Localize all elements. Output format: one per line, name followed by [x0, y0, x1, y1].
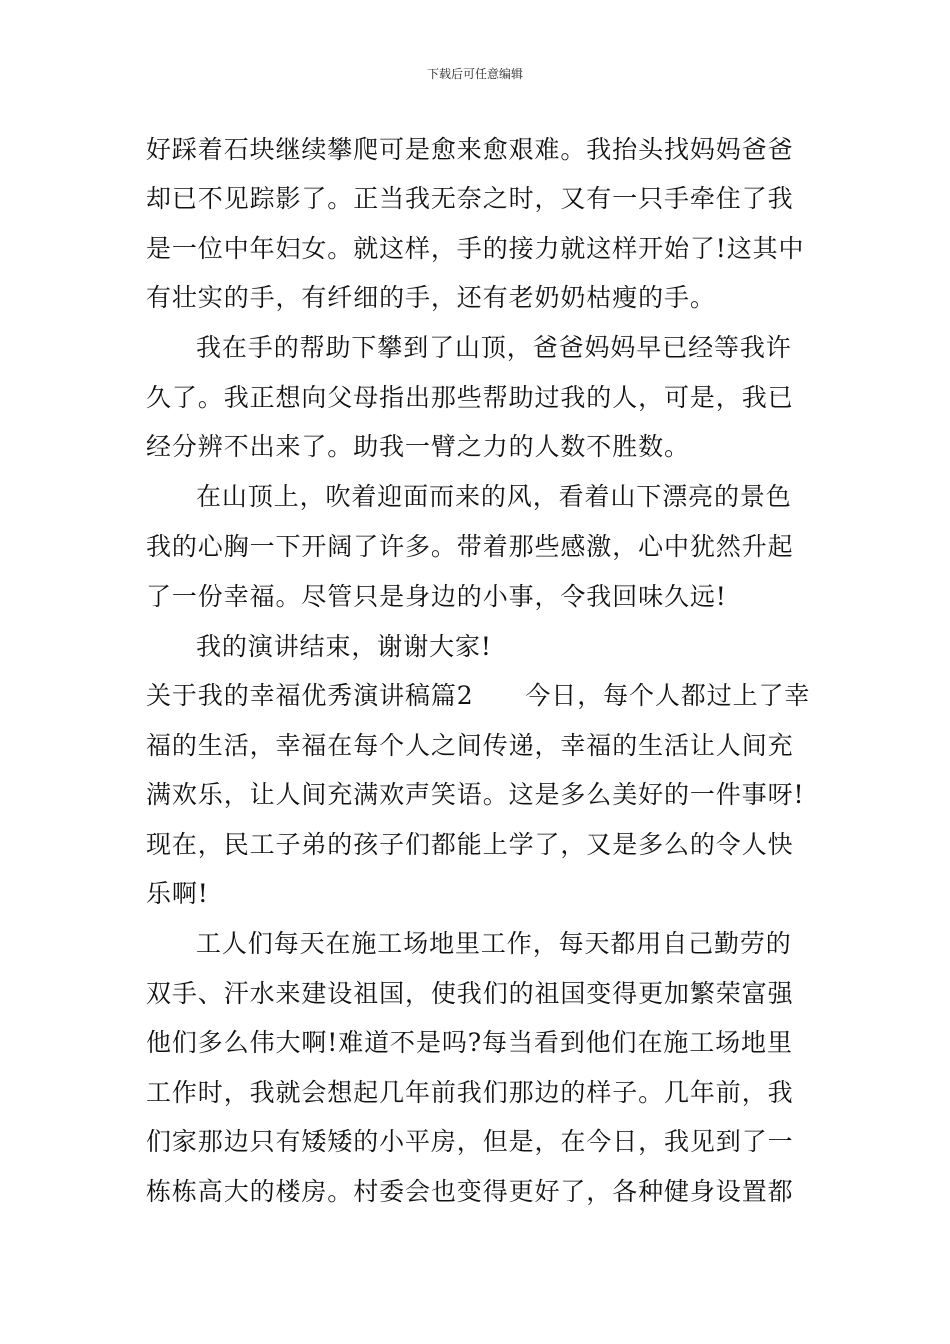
- text-line: 福的生活，幸福在每个人之间传递，幸福的生活让人间充: [146, 731, 794, 760]
- text-line: 经分辨不出来了。助我一臂之力的人数不胜数。: [146, 432, 690, 461]
- text-line: 乐啊!: [146, 879, 209, 908]
- text-line: 了一份幸福。尽管只是身边的小事，令我回味久远!: [146, 582, 727, 611]
- text-line: 们家那边只有矮矮的小平房，但是，在今日，我见到了一: [146, 1127, 794, 1156]
- paragraph-first-line: 我在手的帮助下攀到了山顶，爸爸妈妈早已经等我许: [196, 333, 792, 362]
- paragraph-first-line: 工人们每天在施工场地里工作，每天都用自己勤劳的: [196, 929, 792, 958]
- text-line: 好踩着石块继续攀爬可是愈来愈艰难。我抬头找妈妈爸爸: [146, 135, 794, 164]
- text-line: 现在，民工子弟的孩子们都能上学了，又是多么的令人快: [146, 830, 794, 859]
- text-line: 有壮实的手，有纤细的手，还有老奶奶枯瘦的手。: [146, 283, 716, 312]
- text-line: 我的心胸一下开阔了许多。带着那些感激，心中犹然升起: [146, 532, 794, 561]
- text-line: 工作时，我就会想起几年前我们那边的样子。几年前，我: [146, 1078, 794, 1107]
- text-line: 栋栋高大的楼房。村委会也变得更好了，各种健身设置都: [146, 1177, 794, 1206]
- text-line: 却已不见踪影了。正当我无奈之时，又有一只手牵住了我: [146, 184, 794, 213]
- text-line: 满欢乐，让人间充满欢声笑语。这是多么美好的一件事呀!: [146, 780, 805, 809]
- section-title-line: 关于我的幸福优秀演讲稿篇2 今日，每个人都过上了幸: [146, 681, 811, 710]
- paragraph-first-line: 在山顶上，吹着迎面而来的风，看着山下漂亮的景色: [196, 482, 792, 511]
- page-header: 下载后可任意编辑: [426, 67, 523, 81]
- text-line: 是一位中年妇女。就这样，手的接力就这样开始了!这其中: [146, 234, 805, 263]
- text-line: 他们多么伟大啊!难道不是吗?每当看到他们在施工场地里: [146, 1028, 793, 1057]
- closing-line: 我的演讲结束，谢谢大家!: [196, 632, 492, 661]
- text-line: 久了。我正想向父母指出那些帮助过我的人，可是，我已: [146, 383, 794, 412]
- text-line: 双手、汗水来建设祖国，使我们的祖国变得更加繁荣富强: [146, 979, 794, 1008]
